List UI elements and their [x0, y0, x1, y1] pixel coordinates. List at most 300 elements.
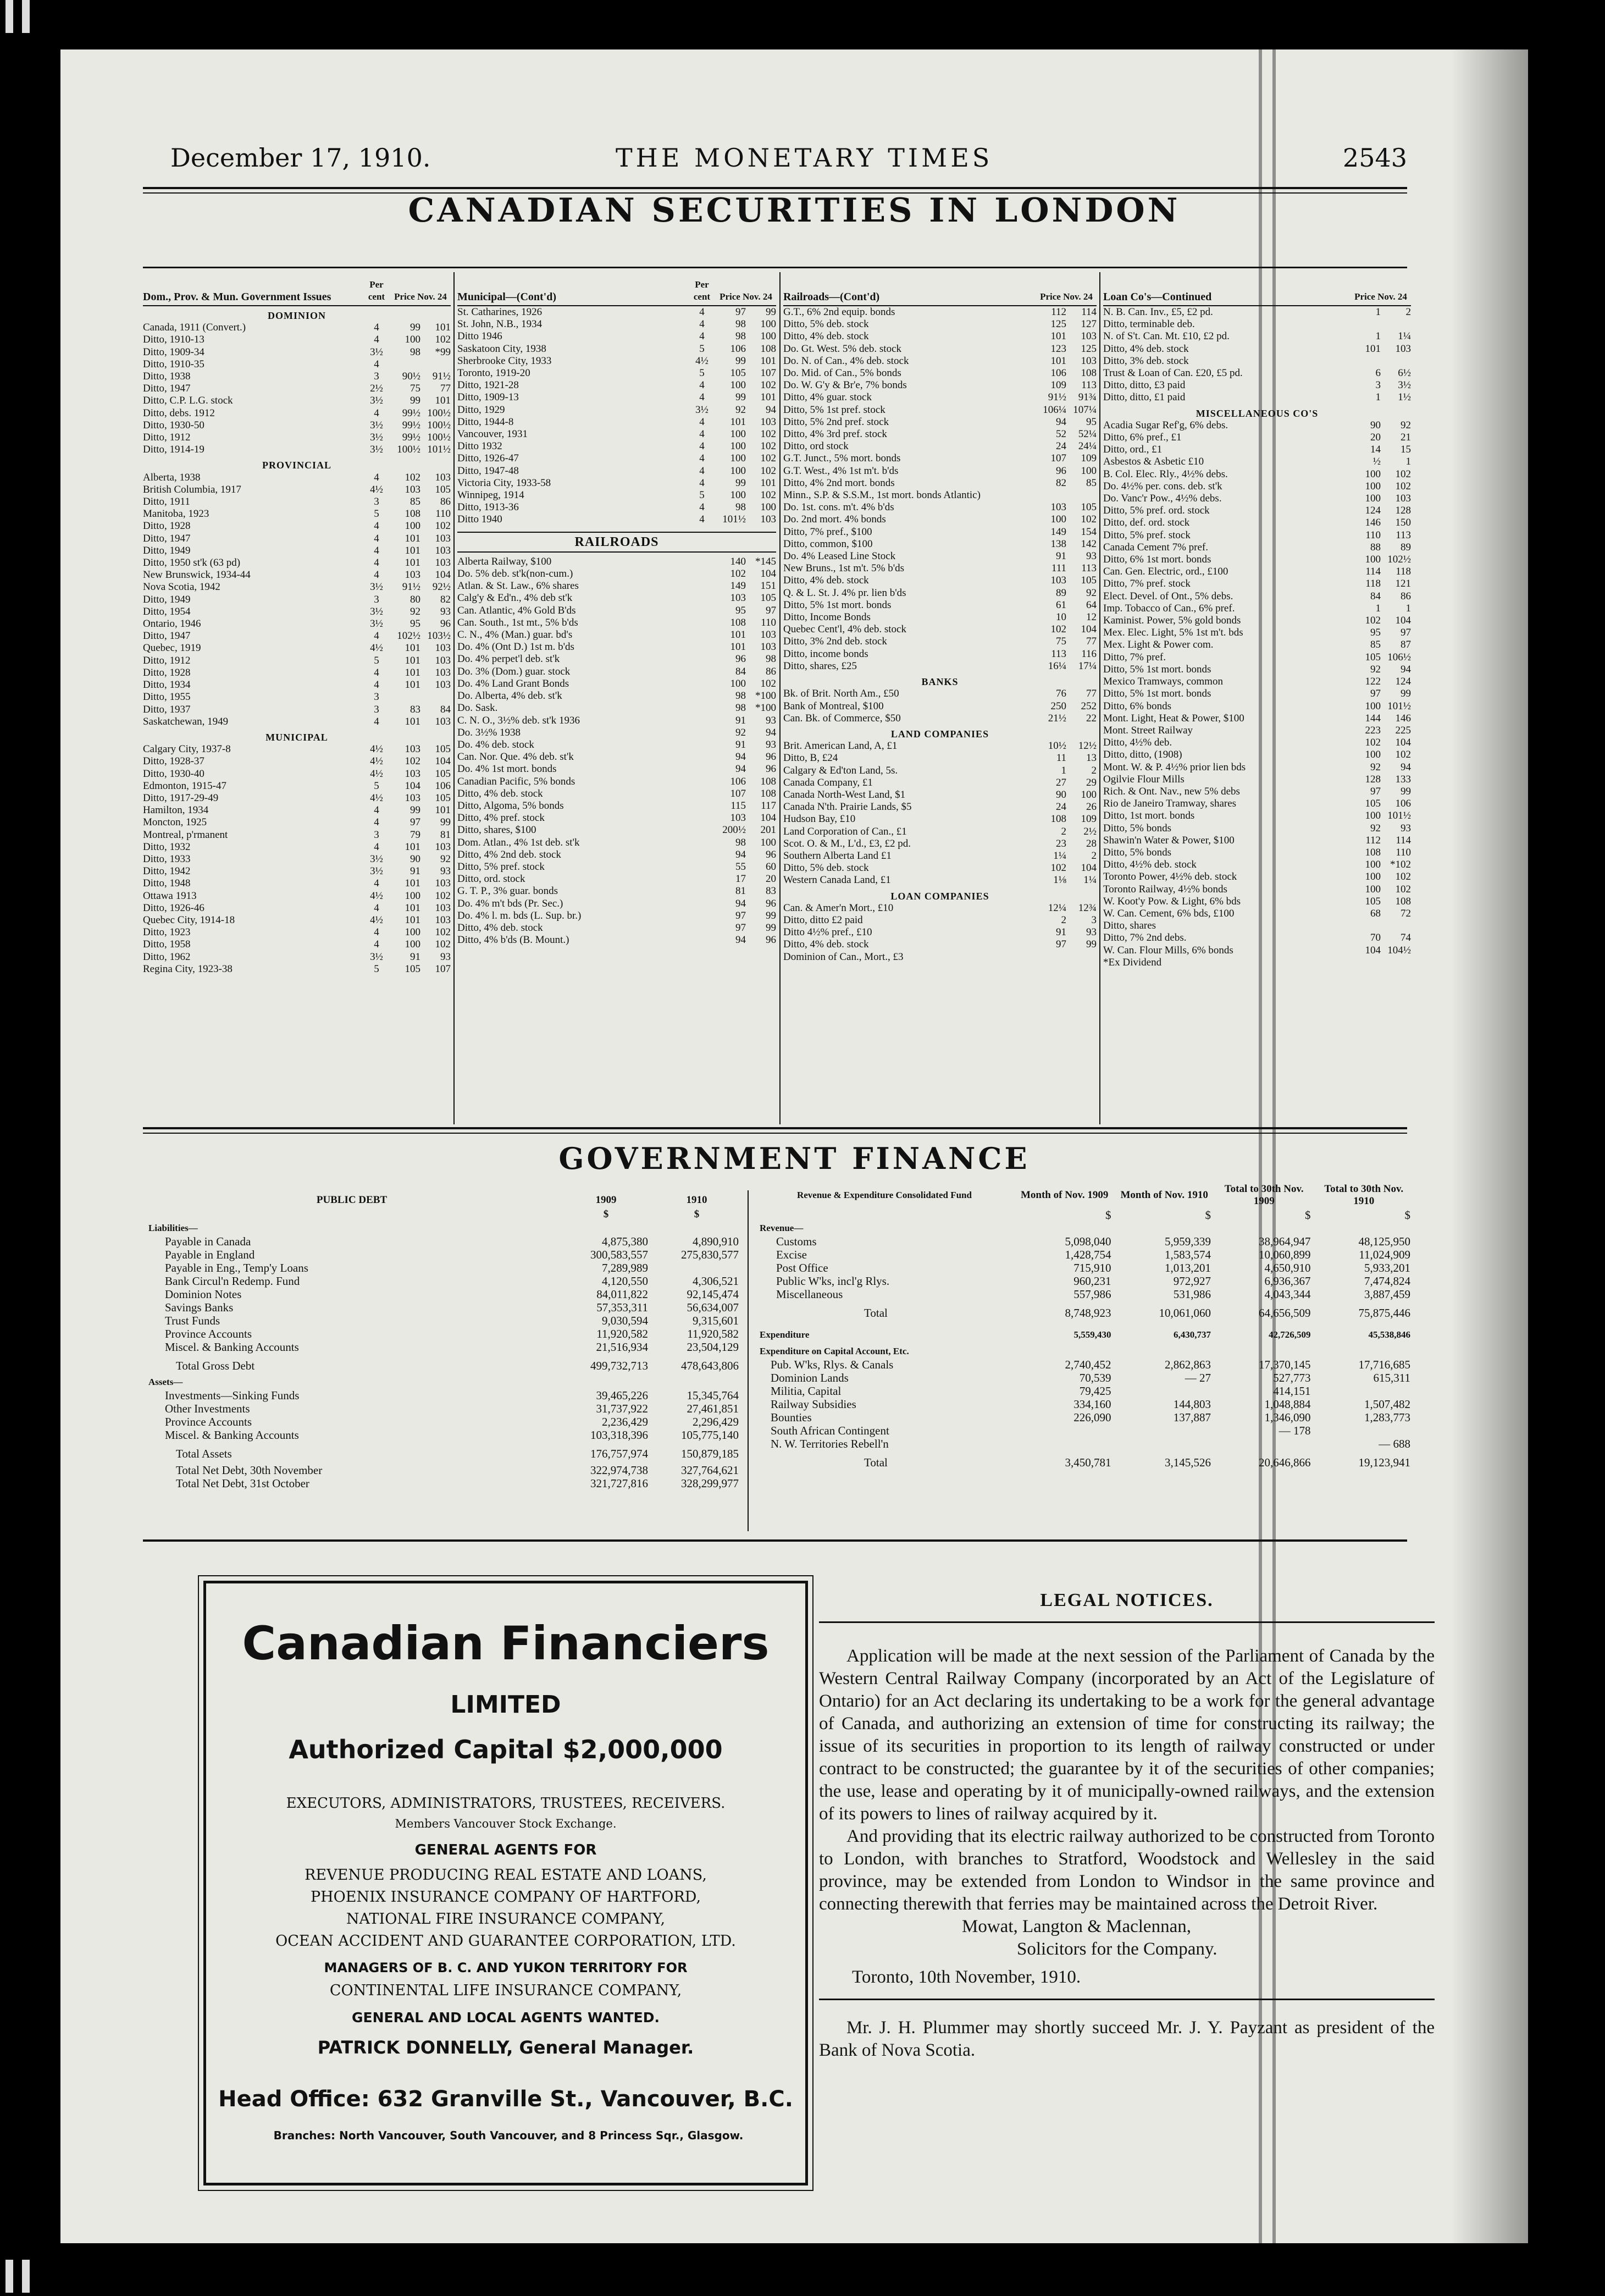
security-rate: 3½: [370, 618, 383, 630]
canadian-financiers-advertisement: [203, 1581, 808, 2185]
security-row: [783, 862, 1097, 874]
revenue-label: Customs: [776, 1235, 817, 1248]
price-low: 100: [1365, 700, 1381, 712]
security-rate: [688, 934, 716, 946]
price-high: 101: [760, 355, 776, 367]
price-low: [1351, 318, 1381, 330]
security-rate: 3½: [370, 432, 383, 444]
security-rate: 4: [374, 557, 379, 569]
price-high: 12½: [1078, 740, 1097, 752]
security-row: [457, 873, 776, 885]
debt-value-1910: 11,920,582: [687, 1327, 739, 1340]
security-row: [457, 355, 776, 367]
security-name: Ditto 1940: [457, 514, 502, 526]
security-name: Ditto, 1929: [457, 404, 505, 416]
section-heading: LOAN COMPANIES: [890, 890, 989, 902]
price-low: 103: [1050, 501, 1066, 514]
price-low: 125: [1050, 318, 1066, 330]
sprocket-mark: [22, 0, 30, 33]
price-high: *100: [755, 690, 776, 702]
price-low: 21½: [1048, 712, 1066, 724]
security-name: Ditto, 1910-35: [143, 358, 204, 370]
price-low: 102: [405, 471, 420, 483]
price-low: 105: [405, 963, 420, 975]
security-name: Ditto, 3% 2nd deb. stock: [783, 636, 887, 648]
security-name: Do. 4½% per. cons. deb. st'k: [1103, 480, 1222, 492]
debt-label: Dominion Notes: [165, 1288, 242, 1301]
security-rate: 3½: [370, 395, 383, 407]
security-name: Ditto, 1949: [143, 593, 191, 605]
debt-row: [143, 1442, 742, 1464]
security-name: Regina City, 1923-38: [143, 963, 233, 975]
column-heading-label: Dom., Prov. & Mun. Government Issues: [143, 290, 331, 303]
security-name: Do. 4% deb. stock: [457, 738, 534, 750]
security-name: Do. 4% perpet'l deb. st'k: [457, 653, 560, 665]
price-high: 91¾: [1078, 391, 1097, 404]
security-name: Western Canada Land, £1: [783, 874, 891, 886]
price-high: 96: [440, 618, 451, 630]
price-high: 113: [1081, 379, 1097, 391]
price-high: 105: [435, 483, 451, 495]
price-high: 124: [1395, 676, 1411, 688]
debt-value-1910: 150,879,185: [681, 1447, 739, 1460]
security-row: [143, 804, 451, 816]
security-row: [457, 629, 776, 641]
security-rate: 5: [699, 489, 705, 501]
section-heading: MUNICIPAL: [265, 731, 328, 743]
price-low: 12¼: [1048, 902, 1066, 914]
price-low: 97: [1370, 785, 1381, 797]
security-row: [143, 594, 451, 606]
column-divider: [1099, 272, 1100, 1124]
price-high: 96: [766, 751, 776, 763]
security-row: [143, 667, 451, 679]
price-low: 100: [405, 520, 420, 532]
price-high: 100½: [427, 407, 451, 419]
debt-label: Total Gross Debt: [176, 1359, 255, 1372]
security-rate: 4½: [370, 792, 383, 804]
security-name: Ditto, shares, $100: [457, 824, 536, 836]
revenue-value: [1314, 1345, 1414, 1358]
column-divider: [779, 272, 781, 1124]
security-name: Ditto, 5% deb. stock: [783, 318, 869, 330]
price-heading: Price Nov. 24: [394, 291, 447, 302]
price-high: 92: [1401, 419, 1411, 431]
revenue-row: [754, 1411, 1414, 1424]
price-high: 74: [1401, 932, 1411, 944]
security-name: Ditto, 5% pref. ord. stock: [1103, 505, 1210, 517]
price-low: 91: [1056, 926, 1066, 939]
security-row: [1103, 774, 1411, 786]
price-high: 102: [1081, 514, 1097, 526]
security-name: Dominion of Can., Mort., £3: [783, 951, 904, 963]
security-row: [1103, 810, 1411, 822]
price-low: 23: [1056, 837, 1066, 849]
price-high: 93: [440, 951, 451, 963]
security-row: [783, 740, 1097, 752]
security-name: Ditto, ditto, (1908): [1103, 749, 1182, 761]
security-name: N. B. Can. Inv., £5, £2 pd.: [1103, 306, 1213, 318]
dollar-unit: $: [694, 1208, 700, 1220]
security-rate: 4: [374, 679, 379, 691]
securities-column-loan-misc: [1103, 272, 1411, 1124]
price-high: *100: [755, 702, 776, 714]
price-low: 96: [735, 653, 746, 665]
security-row: [457, 824, 776, 836]
revenue-value: 75,875,446: [1358, 1306, 1410, 1320]
price-high: 103: [435, 715, 451, 727]
security-name: Canadian Pacific, 5% bonds: [457, 775, 575, 787]
security-row: [1103, 505, 1411, 517]
security-name: Toronto Power, 4½% deb. stock: [1103, 871, 1237, 883]
price-high: 92: [1086, 587, 1097, 599]
security-row: [143, 420, 451, 432]
security-name: Ditto, 1933: [143, 853, 191, 865]
price-high: 108: [760, 343, 776, 355]
price-high: 101½: [427, 444, 451, 456]
security-name: Ditto, shares, £25: [783, 660, 857, 672]
price-high: 26: [1086, 801, 1097, 813]
revenue-value: 2,862,863: [1164, 1358, 1211, 1371]
security-name: Ditto, 1947-48: [457, 465, 519, 477]
security-row: [143, 407, 451, 420]
price-high: 29: [1086, 776, 1097, 788]
price-high: 114: [1396, 834, 1411, 846]
price-low: 91: [410, 951, 420, 963]
price-high: 109: [1081, 452, 1097, 465]
security-name: Can. Nor. Que. 4% deb. st'k: [457, 751, 574, 763]
price-high: 93: [440, 605, 451, 617]
debt-row: [143, 1389, 742, 1402]
security-name: Mex. Light & Power com.: [1103, 639, 1214, 651]
revenue-value: 557,986: [1073, 1288, 1111, 1301]
security-name: Ditto, 1938: [143, 371, 191, 383]
price-high: 96: [766, 848, 776, 860]
debt-row: [143, 1288, 742, 1301]
price-high: 103: [1395, 343, 1411, 355]
price-high: 108: [1081, 367, 1097, 379]
price-low: 106: [730, 343, 746, 355]
security-row: [457, 391, 776, 404]
price-low: 103: [405, 569, 420, 581]
security-row: [1103, 379, 1411, 391]
security-name: Ditto, 5% 1st mort. bonds: [1103, 663, 1211, 675]
price-high: 13: [1086, 752, 1097, 764]
price-high: 12¾: [1078, 902, 1097, 914]
debt-label: Miscel. & Banking Accounts: [165, 1428, 299, 1442]
price-high: 1½: [1398, 391, 1411, 404]
price-low: 52: [1056, 428, 1066, 440]
security-row: [143, 484, 451, 496]
column-divider: [748, 1190, 749, 1531]
price-high: 101: [760, 391, 776, 404]
revenue-value: 17,716,685: [1358, 1358, 1410, 1371]
column-divider: [453, 272, 455, 1124]
page-header: [170, 132, 1407, 181]
price-low: [1351, 957, 1381, 969]
price-low: 3: [1375, 379, 1381, 391]
price-high: 1: [1405, 456, 1411, 468]
security-row: [143, 853, 451, 865]
price-low: 94: [1056, 416, 1066, 428]
security-rate: 5: [699, 367, 705, 379]
security-row: [457, 922, 776, 934]
security-row: [1103, 835, 1411, 847]
price-high: 113: [1396, 529, 1411, 541]
security-row: [783, 318, 1097, 330]
security-row: [143, 557, 451, 569]
price-low: 100: [1365, 554, 1381, 566]
price-high: 52¼: [1078, 428, 1097, 440]
security-row: [783, 914, 1097, 926]
page-number: 2543: [1342, 143, 1407, 173]
security-row: [1103, 355, 1411, 367]
revenue-value: 19,123,941: [1358, 1456, 1410, 1469]
security-row: [1103, 542, 1411, 554]
security-row: [457, 715, 776, 727]
security-name: Ditto, 4% deb. stock: [457, 787, 543, 799]
price-low: 94: [735, 763, 746, 775]
security-name: Ditto, 5% 1st pref. stock: [783, 404, 885, 416]
security-row: [783, 789, 1097, 801]
revenue-row: [754, 1288, 1414, 1301]
security-row: [457, 898, 776, 910]
security-row: [143, 581, 451, 593]
price-high: 133: [1395, 773, 1411, 785]
revenue-value: 1,583,574: [1164, 1248, 1211, 1261]
price-low: 114: [1365, 566, 1381, 578]
security-name: Ditto, ditto £2 paid: [783, 914, 863, 926]
security-rate: [688, 885, 716, 897]
price-low: 94: [735, 848, 746, 860]
price-high: 102: [435, 334, 451, 346]
column-heading: [457, 272, 776, 306]
price-high: *145: [755, 555, 776, 567]
security-row: [1103, 749, 1411, 761]
security-name: Saskatoon City, 1938: [457, 343, 546, 355]
security-row: [457, 605, 776, 617]
price-low: 94: [735, 751, 746, 763]
price-low: 83: [410, 703, 420, 715]
revenue-value: 1,428,754: [1065, 1248, 1111, 1261]
revenue-value: 5,933,201: [1364, 1261, 1410, 1274]
price-high: 81: [440, 829, 451, 841]
debt-value-1909: 7,289,989: [602, 1261, 648, 1274]
security-name: Can. & Amer'n Mort., £10: [783, 902, 894, 914]
revenue-value: 6,936,367: [1264, 1274, 1311, 1288]
price-low: 27: [1056, 776, 1066, 788]
price-high: 103: [435, 471, 451, 483]
price-high: 103: [1395, 493, 1411, 505]
price-low: 101: [405, 666, 420, 678]
security-name: Ditto, 4% 2nd mort. bonds: [783, 477, 895, 489]
security-rate: [688, 739, 716, 751]
debt-value-1910: 327,764,621: [681, 1464, 739, 1477]
price-high: 107: [435, 963, 451, 975]
security-name: Quebec, 1919: [143, 642, 201, 654]
security-rate: [688, 605, 716, 617]
price-high: 102: [760, 379, 776, 391]
price-low: 223: [1365, 724, 1381, 736]
security-rate: 4: [374, 939, 379, 951]
security-name: Hudson Bay, £10: [783, 813, 856, 825]
public-debt-header: PUBLIC DEBT: [316, 1194, 388, 1206]
security-name: Canada, 1911 (Convert.): [143, 322, 246, 334]
price-high: 103½: [427, 630, 451, 642]
security-row: [457, 727, 776, 739]
security-name: Ditto, 1937: [143, 703, 191, 715]
security-row: [143, 816, 451, 829]
security-name: Ditto, 1926-46: [143, 902, 204, 914]
price-low: 101: [730, 629, 746, 641]
debt-value-1909: 4,875,380: [602, 1235, 648, 1248]
security-rate: [688, 715, 716, 727]
revenue-value: 615,311: [1373, 1371, 1410, 1384]
security-name: G. T. P., 3% guar. bonds: [457, 885, 558, 897]
price-low: [1036, 489, 1066, 501]
legal-title-rule: [819, 1621, 1435, 1623]
price-low: 1: [1375, 306, 1381, 318]
security-rate: [688, 592, 716, 604]
security-rate: 5: [374, 780, 379, 792]
revenue-value: 4,650,910: [1264, 1261, 1311, 1274]
security-rate: 4½: [370, 743, 383, 755]
security-name: Dom. Atlan., 4% 1st deb. st'k: [457, 836, 580, 848]
price-low: 106: [1050, 367, 1066, 379]
price-high: 106: [1395, 798, 1411, 810]
security-row: [783, 874, 1097, 886]
revenue-value: [1214, 1437, 1314, 1450]
revenue-value: [1214, 1345, 1314, 1358]
price-high: 101½: [1387, 700, 1411, 712]
price-high: 104: [1395, 615, 1411, 627]
security-row: [457, 653, 776, 665]
security-name: Shawin'n Water & Power, $100: [1103, 834, 1235, 846]
security-rate: 4: [374, 666, 379, 678]
security-name: Do. 4% Land Grant Bonds: [457, 677, 569, 689]
price-high: 103: [435, 544, 451, 556]
security-rate: 4: [374, 358, 379, 370]
security-rate: 3: [374, 371, 379, 383]
price-high: 86: [766, 665, 776, 677]
price-high: 2: [1091, 764, 1097, 776]
price-low: 101: [405, 715, 420, 727]
security-name: Ditto, 1947: [143, 630, 191, 642]
security-name: Ditto, terminable deb.: [1103, 318, 1195, 330]
price-low: 90: [1056, 788, 1066, 801]
price-low: 100: [405, 926, 420, 939]
debt-label: Total Net Debt, 30th November: [176, 1464, 323, 1477]
security-name: Ogilvie Flour Mills: [1103, 773, 1185, 785]
revenue-value: 3,887,459: [1364, 1288, 1410, 1301]
security-row: [457, 568, 776, 580]
security-row: [143, 606, 451, 618]
security-row: [1103, 920, 1411, 932]
security-name: Do. 4% Leased Line Stock: [783, 550, 896, 562]
price-low: 101: [405, 841, 420, 853]
security-name: Ditto, 1921-28: [457, 379, 519, 391]
security-row: [1103, 761, 1411, 774]
security-name: Ditto, 1932: [143, 841, 191, 853]
security-row: [1103, 318, 1411, 330]
security-name: Ditto, common, $100: [783, 538, 873, 550]
price-high: 103: [435, 914, 451, 926]
security-name: Ditto, 4% pref. stock: [457, 812, 545, 824]
price-high: 100: [1081, 788, 1097, 801]
revenue-value: [1314, 1384, 1414, 1398]
security-rate: [688, 922, 716, 934]
security-rate: [688, 873, 716, 885]
ad-capital: Authorized Capital $2,000,000: [289, 1735, 723, 1764]
security-name: Can. Atlantic, 4% Gold B'ds: [457, 604, 576, 616]
security-row: [143, 520, 451, 532]
public-debt-table: [143, 1193, 742, 1490]
security-row: [1103, 420, 1411, 432]
security-row: [143, 829, 451, 841]
price-low: 97: [735, 909, 746, 921]
security-rate: 4: [699, 501, 705, 514]
revenue-row: [754, 1398, 1414, 1411]
security-row: [457, 641, 776, 653]
price-high: [1381, 957, 1411, 969]
price-high: 142: [1081, 538, 1097, 550]
revenue-label: Total: [864, 1306, 888, 1320]
security-name: Ditto, B, £24: [783, 752, 838, 764]
security-name: *Ex Dividend: [1103, 956, 1162, 968]
price-low: 105: [1365, 895, 1381, 907]
price-low: 85: [1370, 639, 1381, 651]
security-name: Can. Gen. Electric, ord., £100: [1103, 566, 1228, 578]
security-rate: 3½: [370, 605, 383, 617]
price-high: 2: [1405, 306, 1411, 318]
price-low: 108: [405, 508, 420, 520]
price-high: 60: [766, 860, 776, 873]
security-rate: [688, 556, 716, 568]
security-row: [457, 477, 776, 489]
price-high: 100½: [427, 432, 451, 444]
price-low: 80: [410, 593, 420, 605]
security-name: Canada Cement 7% pref.: [1103, 541, 1208, 553]
security-name: Imp. Tobacco of Can., 6% pref.: [1103, 602, 1235, 614]
price-high: 150: [1395, 517, 1411, 529]
security-row: [1103, 737, 1411, 749]
price-high: 146: [1395, 712, 1411, 724]
security-row: [457, 885, 776, 897]
price-low: 115: [730, 799, 746, 812]
security-name: Mont. W. & P. 4½% prior lien bds: [1103, 761, 1246, 773]
security-row: [143, 472, 451, 484]
security-rate: 4: [699, 440, 705, 452]
legal-notices: [819, 1589, 1435, 2062]
price-high: 102: [1395, 883, 1411, 895]
price-low: 100: [730, 379, 746, 391]
price-low: 140: [730, 555, 746, 567]
security-name: Ditto, 1914-19: [143, 444, 204, 456]
security-name: Ditto, 4% deb. stock: [457, 921, 543, 934]
security-rate: 4: [374, 520, 379, 532]
security-name: Toronto Railway, 4½% bonds: [1103, 883, 1227, 895]
debt-row: [143, 1340, 742, 1354]
price-high: 114: [1081, 306, 1097, 318]
security-row: [783, 550, 1097, 562]
security-rate: 4: [699, 514, 705, 526]
price-low: [390, 691, 420, 703]
debt-value-1909: 21,516,934: [596, 1340, 648, 1354]
security-row: [1103, 798, 1411, 810]
price-low: 24: [1056, 440, 1066, 452]
security-row: [1103, 847, 1411, 859]
price-high: 103: [435, 679, 451, 691]
